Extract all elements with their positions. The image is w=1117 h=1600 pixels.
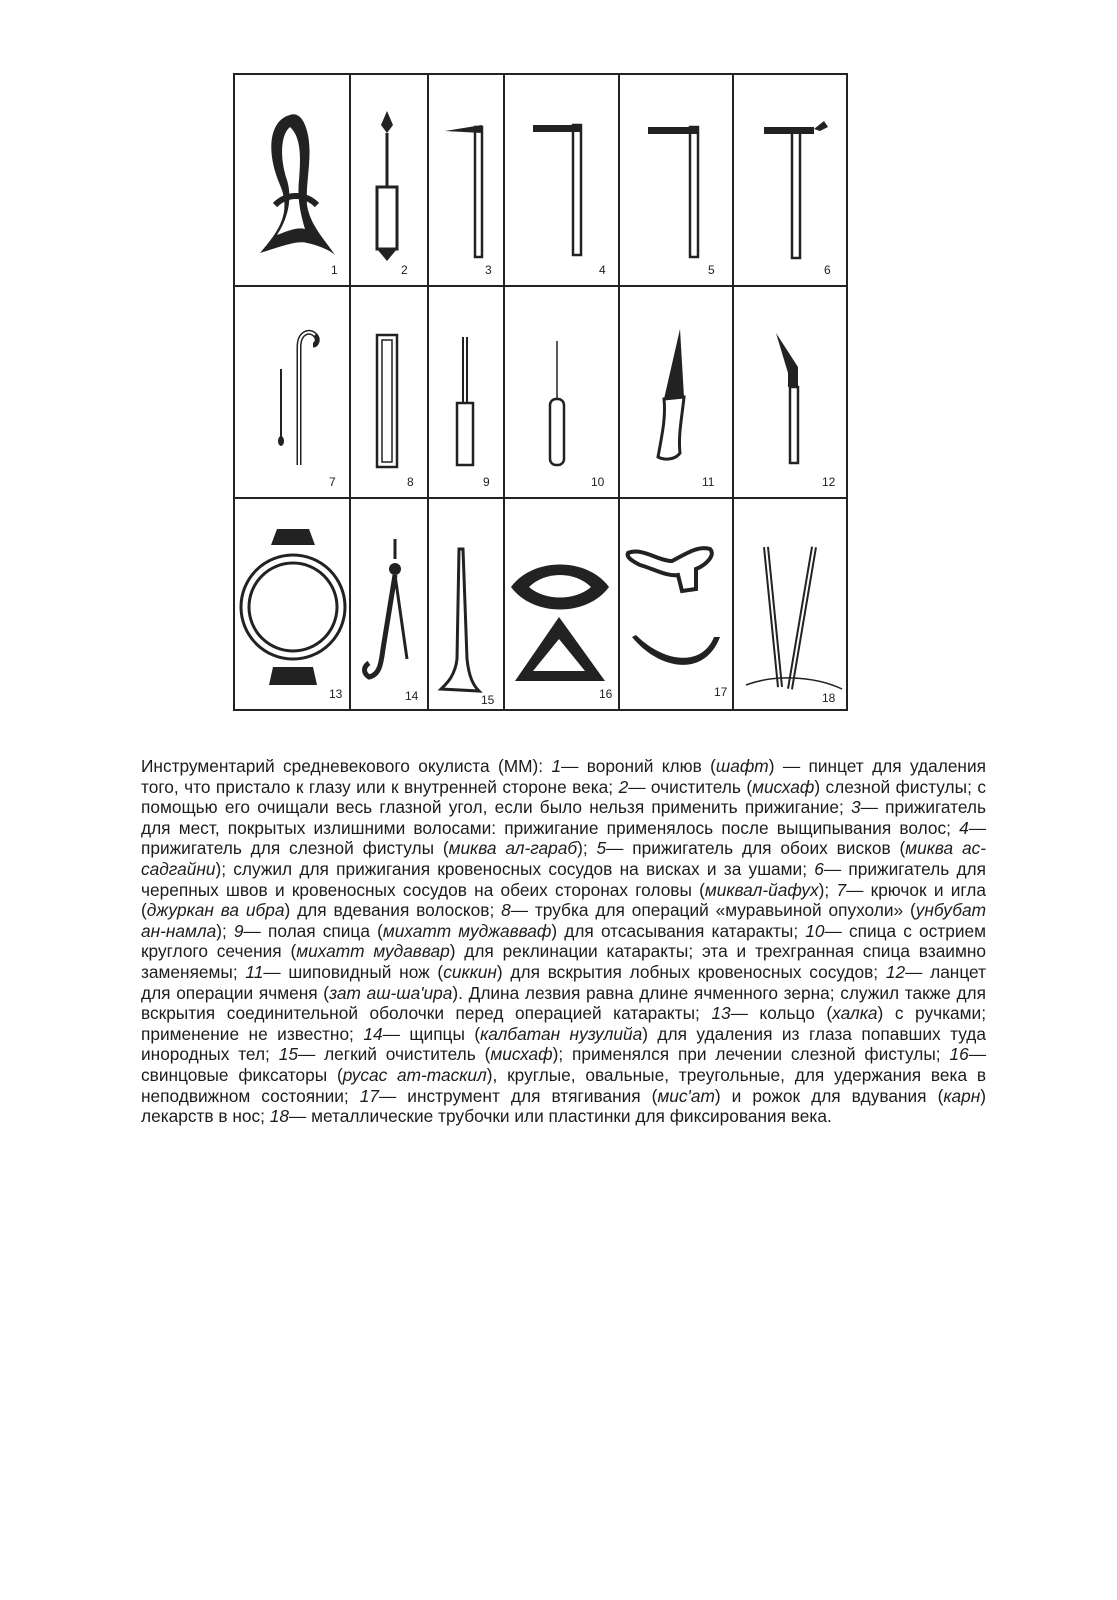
caption-item-text: ); служил для прижигания кровеносных сосудов на висках и за ушами; bbox=[215, 858, 815, 879]
instrument-cell-4 bbox=[503, 75, 618, 285]
caption-item-text: — спица с острием круглого сечения ( bbox=[141, 920, 986, 962]
caption-item-text: — очиститель ( bbox=[628, 776, 753, 797]
caption-item-term: джуркан ва ибра bbox=[146, 900, 285, 921]
caption-item-number: 9 bbox=[233, 920, 244, 941]
caption-item-number: 3 bbox=[851, 797, 861, 818]
caption-item-number: 7 bbox=[836, 879, 847, 900]
instrument-number: 6 bbox=[824, 263, 831, 277]
instrument-number: 11 bbox=[702, 475, 715, 489]
caption-item-number: 1 bbox=[551, 756, 562, 776]
instrument-cell-6 bbox=[732, 75, 850, 285]
instrument-cell-14 bbox=[349, 499, 427, 711]
instrument-cell-15 bbox=[427, 499, 503, 711]
caption-item-term: калбатан нузулийа bbox=[480, 1023, 643, 1044]
instrument-cell-12 bbox=[732, 287, 850, 497]
caption-item-term: унбубат ан-намла bbox=[141, 900, 986, 941]
instrument-cell-17 bbox=[618, 499, 732, 711]
instrument-cell-9 bbox=[427, 287, 503, 497]
caption-item-text: ). Длина лезвия равна длине ячменного зерна; служил также для вскрытия соединительной оболочки перед операцией катаракты; bbox=[141, 982, 986, 1024]
instrument-number: 10 bbox=[591, 475, 605, 489]
caption-item-text: — прижигатель для обоих висков ( bbox=[606, 838, 906, 859]
caption-item-text: — кольцо ( bbox=[730, 1003, 833, 1024]
metal-tubes-icon bbox=[732, 499, 850, 711]
caption-item-text: — прижигатель для слезной фистулы ( bbox=[141, 817, 986, 859]
instrument-cell-16 bbox=[503, 499, 618, 711]
caption-item-number: 8 bbox=[501, 900, 511, 921]
hair-area-cautery-icon bbox=[427, 75, 503, 285]
caption-item-text: ); bbox=[818, 879, 837, 900]
caption-item-number: 4 bbox=[959, 817, 969, 838]
caption-item-text: ) лекарств в нос; bbox=[141, 1085, 986, 1127]
instrument-cell-7 bbox=[235, 287, 349, 497]
instrument-cell-11 bbox=[618, 287, 732, 497]
caption-item-text: — легкий очиститель ( bbox=[297, 1044, 491, 1065]
caption-item-text: ) для удаления из глаза попавших туда инородных тел; bbox=[141, 1023, 987, 1065]
instrument-cell-13 bbox=[235, 499, 349, 711]
thorn-knife-icon bbox=[618, 287, 732, 497]
caption-item-term: михатт мудаввар bbox=[296, 941, 450, 962]
ring-with-handles-icon bbox=[235, 499, 349, 711]
caption-item-text: — свинцовые фиксаторы ( bbox=[141, 1044, 986, 1085]
caption-item-term: миква ал-гараб bbox=[448, 838, 578, 859]
suture-cautery-icon bbox=[732, 75, 850, 285]
lancet-icon bbox=[732, 287, 850, 497]
caption-item-text: ) для отсасывания катаракты; bbox=[551, 920, 806, 941]
caption-item-number: 17 bbox=[359, 1085, 379, 1106]
caption-item-number: 12 bbox=[885, 961, 906, 982]
instrument-cell-10 bbox=[503, 287, 618, 497]
caption-item-text: ) с ручками; применение не известно; bbox=[141, 1003, 986, 1044]
caption-item-text: — прижигатель для мест, покрытых излишними волосами: прижигание применялось после выщипывания волос; bbox=[141, 797, 986, 838]
caption-item-text: — полая спица ( bbox=[243, 920, 383, 941]
caption-item-number: 6 bbox=[814, 858, 824, 879]
caption-item-text: ) для вдевания волосков; bbox=[284, 900, 502, 921]
instrument-cell-8 bbox=[349, 287, 427, 497]
caption-item-term: шафт bbox=[715, 756, 769, 776]
instrument-number: 14 bbox=[405, 689, 419, 703]
caption-item-text: ), круглые, овальные, треугольные, для удержания века в неподвижном состоянии; bbox=[141, 1064, 987, 1106]
instrument-number: 17 bbox=[714, 685, 728, 699]
instrument-number: 9 bbox=[483, 475, 490, 489]
caption-item-number: 5 bbox=[596, 838, 607, 859]
tube-icon bbox=[349, 287, 427, 497]
instrument-cell-5 bbox=[618, 75, 732, 285]
fistula-cautery-icon bbox=[503, 75, 618, 285]
caption-item-text: — вороний клюв ( bbox=[561, 756, 716, 776]
caption-item-number: 18 bbox=[269, 1106, 290, 1127]
caption-item bbox=[360, 1086, 944, 1106]
caption-item-text: — прижигатель для черепных швов и кровеносных сосудов на обеих сторонах головы ( bbox=[141, 858, 986, 900]
caption-item bbox=[270, 1106, 832, 1126]
figure-caption bbox=[141, 756, 986, 1127]
caption-item-text: ) и рожок для вдувания ( bbox=[714, 1085, 944, 1106]
caption-item-text: — шиповидный нож ( bbox=[263, 961, 444, 982]
caption-item-text: ) слезной фистулы; с помощью его очищали весь глазной угол, если было нельзя применить прижигание; bbox=[141, 776, 986, 818]
lacrimal-fistula-cleaner-icon bbox=[349, 75, 427, 285]
caption-item-text: — крючок и игла ( bbox=[141, 879, 986, 921]
lead-fixators-icon bbox=[503, 499, 618, 711]
caption-items bbox=[141, 756, 986, 1126]
hook-and-needle-icon bbox=[235, 287, 349, 497]
caption-item-term: сиккин bbox=[443, 961, 497, 982]
instrument-number: 18 bbox=[822, 691, 836, 705]
caption-item-text: — трубка для операций «муравьиной опухоли» ( bbox=[510, 900, 916, 921]
caption-item-number: 11 bbox=[245, 961, 264, 982]
instrument-number: 7 bbox=[329, 475, 336, 489]
instrument-cell-3 bbox=[427, 75, 503, 285]
caption-item-text: — инструмент для втягивания ( bbox=[378, 1085, 658, 1106]
caption-item bbox=[234, 921, 805, 941]
caption-item-term: миквал-йафух bbox=[704, 879, 819, 900]
caption-item-text: ); bbox=[577, 838, 597, 859]
instrument-number: 2 bbox=[401, 263, 408, 277]
caption-item bbox=[245, 962, 885, 982]
caption-item-number: 14 bbox=[363, 1023, 383, 1044]
caption-item-text: ) для вскрытия лобных кровеносных сосудов; bbox=[496, 961, 886, 982]
instrument-number: 13 bbox=[329, 687, 343, 701]
caption-item-number: 13 bbox=[711, 1003, 731, 1024]
tweezers-icon bbox=[349, 499, 427, 711]
caption-item-term: халка bbox=[832, 1003, 878, 1024]
caption-item-text: — ланцет для операции ячменя ( bbox=[141, 961, 987, 1003]
instrument-number: 12 bbox=[822, 475, 836, 489]
instrument-number: 1 bbox=[331, 263, 338, 277]
caption-item-term: зат аш-ша'ира bbox=[329, 982, 453, 1003]
caption-item-term: карн bbox=[943, 1085, 981, 1106]
instrument-figure bbox=[233, 73, 848, 711]
instrument-number: 16 bbox=[599, 687, 613, 701]
caption-item-text: ) — пинцет для удаления того, что пристало к глазу или к внутренней стороне века; bbox=[141, 756, 986, 797]
instrument-cell-1 bbox=[235, 75, 349, 285]
caption-item-term: мисхаф bbox=[490, 1044, 553, 1065]
caption-item-text: ); bbox=[216, 920, 234, 941]
caption-item-text: — щипцы ( bbox=[382, 1023, 481, 1044]
crow-beak-forceps-icon bbox=[235, 75, 349, 285]
light-cleaner-icon bbox=[427, 499, 503, 711]
instrument-number: 8 bbox=[407, 475, 414, 489]
caption-item-text: — металлические трубочки или пластинки для фиксирования века. bbox=[289, 1106, 832, 1127]
caption-lead: Инструментарий средневекового окулиста (ММ): bbox=[141, 756, 552, 776]
caption-item-term: миква ас-садгайни bbox=[141, 838, 986, 879]
caption-item-term: михатт муджавваф bbox=[382, 920, 552, 941]
instrument-number: 3 bbox=[485, 263, 492, 277]
caption-item bbox=[279, 1044, 950, 1064]
temple-cautery-icon bbox=[618, 75, 732, 285]
caption-item-number: 2 bbox=[618, 776, 629, 797]
hollow-needle-icon bbox=[427, 287, 503, 497]
caption-item-term: мис'ат bbox=[657, 1085, 715, 1106]
caption-item-term: мисхаф bbox=[752, 776, 815, 797]
caption-item-text: ); применялся при лечении слезной фистулы; bbox=[552, 1044, 950, 1065]
caption-item-text: ) для реклинации катаракты; эта и трехгранная спица взаимно заменяемы; bbox=[141, 941, 986, 982]
drawing-instrument-and-horn-icon bbox=[618, 499, 732, 711]
instrument-number: 5 bbox=[708, 263, 715, 277]
instrument-cell-2 bbox=[349, 75, 427, 285]
caption-item-number: 10 bbox=[805, 920, 825, 941]
instrument-number: 4 bbox=[599, 263, 606, 277]
caption-item-number: 15 bbox=[278, 1044, 298, 1065]
caption-item-term: русас ат-таскил bbox=[342, 1064, 487, 1085]
instrument-cell-18 bbox=[732, 499, 850, 711]
caption-item-number: 16 bbox=[949, 1044, 969, 1065]
round-needle-icon bbox=[503, 287, 618, 497]
instrument-number: 15 bbox=[481, 693, 495, 707]
